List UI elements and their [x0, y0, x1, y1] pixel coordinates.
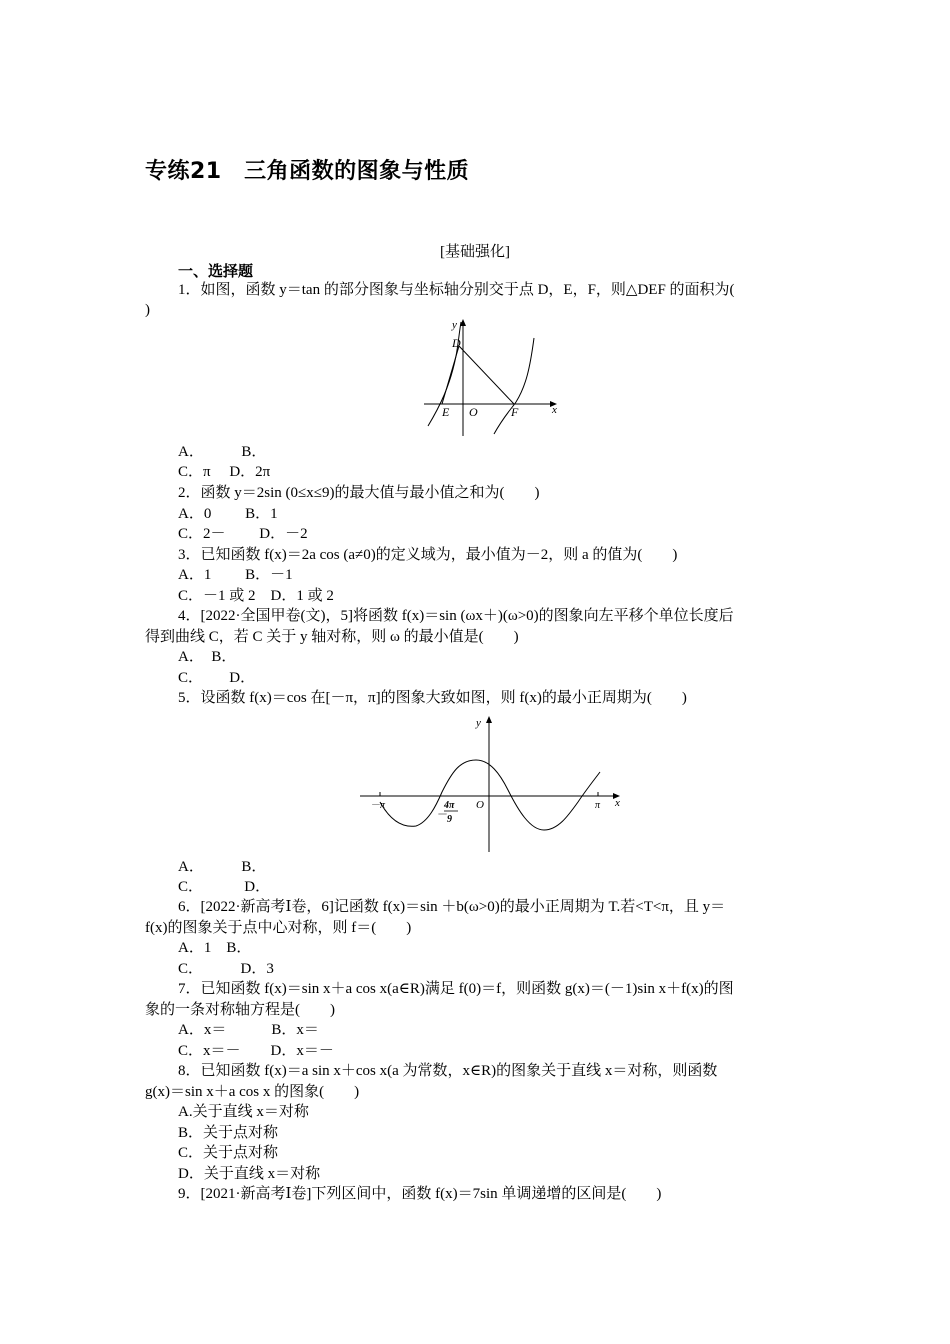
q5-choices-cd: C． D． — [178, 879, 271, 895]
q2-choices-ab: A．0 B．1 — [178, 506, 278, 522]
q3-choices-cd: C．－1 或 2 D．1 或 2 — [178, 588, 334, 604]
q3-stem: 3．已知函数 f(x)＝2a cos (a≠0)的定义域为，最小值为－2，则 a 的值为( ) — [178, 547, 678, 563]
q5-label-y: y — [476, 717, 481, 729]
q1-label-o: O — [469, 405, 478, 419]
q5-label-o: O — [476, 799, 484, 811]
q1-tan-branch-right — [494, 338, 534, 434]
q5-cos-graph — [358, 712, 628, 854]
q6-stem-line2: f(x)的图象关于点中心对称，则 f＝( ) — [145, 920, 412, 936]
q3-choices-ab: A．1 B．－1 — [178, 567, 293, 583]
q5-y-axis-arrow — [486, 716, 492, 723]
q1-label-f: F — [511, 405, 519, 419]
q5-mark-sign: － — [436, 809, 447, 821]
q6-choices-cd: C． D．3 — [178, 961, 274, 977]
q8-stem-line2: g(x)＝sin x＋a cos x 的图象( ) — [145, 1084, 360, 1100]
q7-stem-line2: 象的一条对称轴方程是( ) — [145, 1002, 335, 1018]
q1-stem-end: ) — [145, 302, 150, 318]
q4-choices-cd: C． D． — [178, 670, 256, 686]
q1-label-x: x — [552, 404, 557, 416]
q4-stem-line1: 4．[2022·全国甲卷(文)，5]将函数 f(x)＝sin (ωx＋)(ω>0)的图象向左平移个单位长度后 — [178, 608, 734, 624]
q5-cos-curve — [380, 760, 600, 830]
q7-choices-ab: A．x＝ B．x＝ — [178, 1022, 319, 1038]
q1-label-e: E — [442, 405, 450, 419]
q5-mark-denominator: 9 — [447, 814, 452, 825]
q7-stem-line1: 7．已知函数 f(x)＝sin x＋a cos x(a∈R)满足 f(0)＝f，则函数 g(x)＝(－1)sin x＋f(x)的图 — [178, 981, 734, 997]
q8-choice-b: B．关于点对称 — [178, 1125, 279, 1141]
q8-stem-line1: 8．已知函数 f(x)＝a sin x＋cos x(a 为常数，x∈R)的图象关于直线 x＝对称，则函数 — [178, 1063, 718, 1079]
q4-stem-line2: 得到曲线 C，若 C 关于 y 轴对称，则 ω 的最小值是( ) — [145, 629, 519, 645]
q8-choice-d: D．关于直线 x＝对称 — [178, 1166, 321, 1182]
q1-label-y: y — [452, 319, 457, 331]
q5-label-neg-pi: －π — [370, 800, 386, 811]
q1-tan-graph — [424, 316, 560, 438]
q1-choices-ab: A． B． — [178, 444, 267, 460]
q1-triangle-edge-df — [459, 346, 514, 404]
q5-choices-ab: A． B． — [178, 859, 267, 875]
q7-choices-cd: C．x＝－ D．x＝－ — [178, 1043, 334, 1059]
q6-choices-ab: A．1 B． — [178, 940, 252, 956]
q2-choices-cd: C．2－ D．－2 — [178, 526, 308, 542]
q1-choices-cd: C．π D．2π — [178, 464, 271, 480]
q2-stem: 2．函数 y＝2sin (0≤x≤9)的最大值与最小值之和为( ) — [178, 485, 540, 501]
q1-label-d: D — [452, 336, 461, 350]
q9-stem: 9．[2021·新高考Ⅰ卷]下列区间中，函数 f(x)＝7sin 单调递增的区间是( ) — [178, 1186, 662, 1202]
q4-choices-ab: A． B． — [178, 649, 237, 665]
section-level-label: [基础强化] — [440, 244, 510, 260]
q5-label-x: x — [615, 797, 620, 809]
q5-label-pi: π — [595, 800, 601, 811]
page-title: 专练21 三角函数的图象与性质 — [145, 159, 470, 184]
q6-stem-line1: 6．[2022·新高考Ⅰ卷，6]记函数 f(x)＝sin ＋b(ω>0)的最小正周期为 T.若<T<π，且 y＝ — [178, 899, 726, 915]
q8-choice-c: C．关于点对称 — [178, 1145, 279, 1161]
section-heading: 一、选择题 — [178, 264, 254, 280]
q5-mark-numerator: 4π — [444, 800, 455, 811]
q8-choice-a: A.关于直线 x＝对称 — [178, 1104, 309, 1120]
q1-stem: 1．如图，函数 y＝tan 的部分图象与坐标轴分别交于点 D，E，F，则△DEF 的面积为( — [178, 282, 735, 298]
q5-stem: 5．设函数 f(x)＝cos 在[－π，π]的图象大致如图，则 f(x)的最小正周期为( ) — [178, 690, 687, 706]
